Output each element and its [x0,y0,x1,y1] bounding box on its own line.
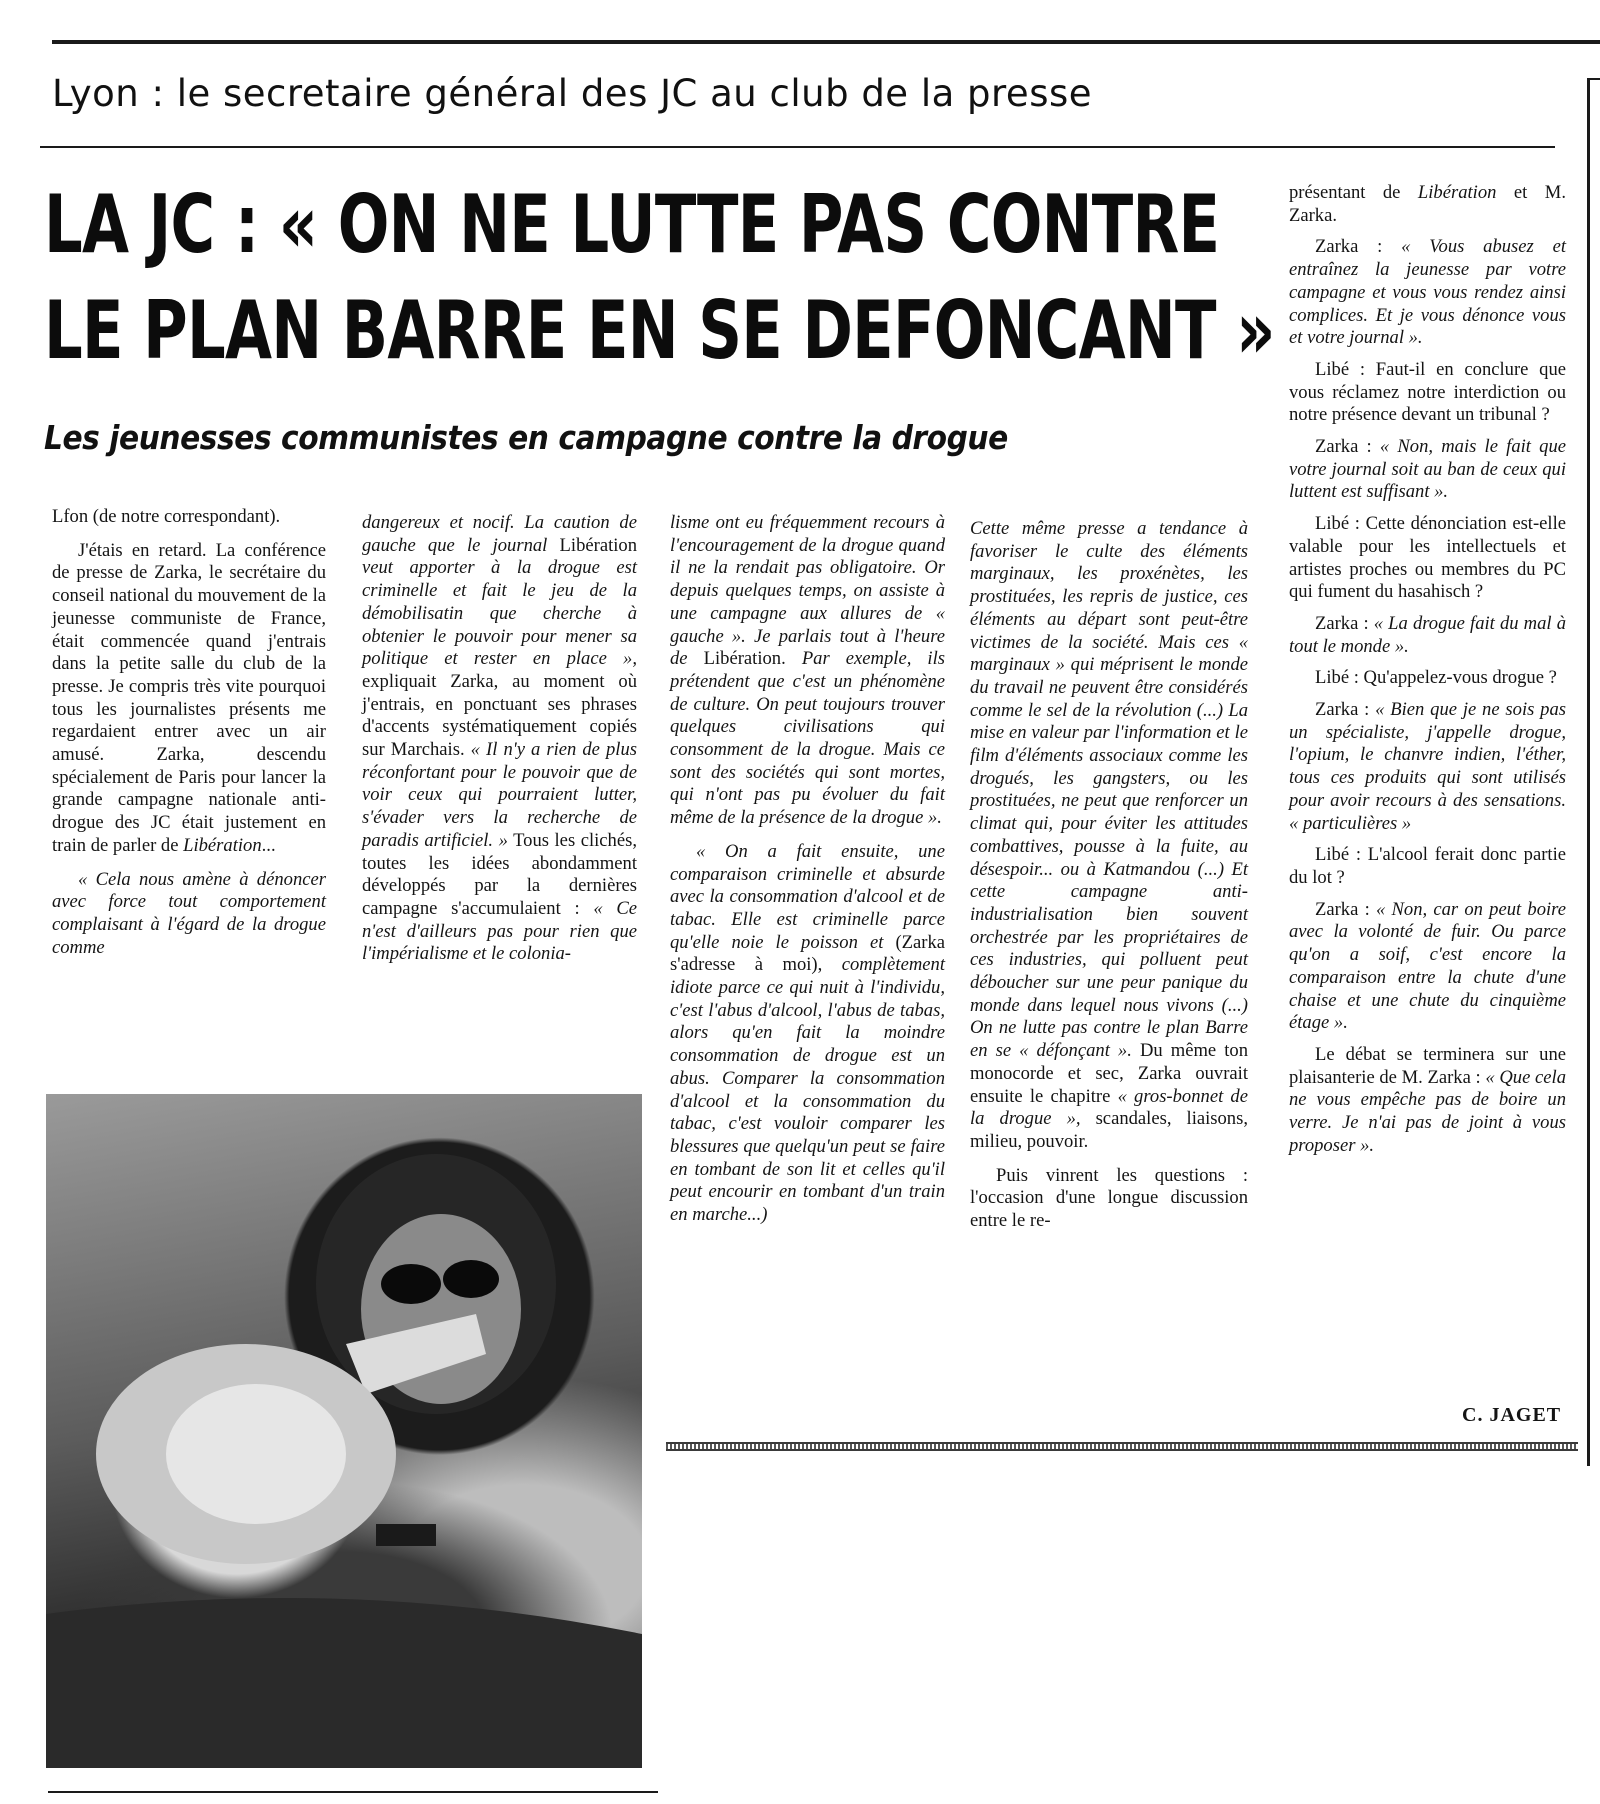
byline: C. JAGET [1462,1404,1562,1426]
right-rule [1587,78,1590,1466]
paragraph: « On a fait ensuite, une comparaison criminelle et absurde avec la consommation d'alcool et de tabac. Elle est criminelle parce qu'elle noie le poisson et (Zarka s'adresse à moi), complètement idiote parce ce qui nuit à l'individu, c'est l'abus d'alcool, l'abus de tabas, alors qu'en fait la moindre consommation de drogue est un abus. Comparer la consommation d'alcool et la consommation du tabac, c'est vouloir comparer les blessures que quelqu'un peut se faire en tombant de son lit et celles qu'il peut encourir en tombant d'un train en marche...) [670,840,945,1226]
subheadline: Les jeunesses communistes en campagne contre la drogue [44,418,1008,457]
paragraph: Lfon (de notre correspondant). [52,506,281,527]
paragraph: Cette même presse a tendance à favoriser le culte des éléments marginaux, les proxénètes, les prostituées, les repris de justice, ces éléments au départ sont peut-être victimes de la société. Mais ces « marginaux » qui méprisent le monde du travail ne peuvent être considérés comme le sel de la révolution (...) La mise en valeur par l'information et le film d'éléments associaux comme les drogués, les gangsters, ou les prostituées, ne peut que renforcer un climat qui, pour éviter les attitudes combattives, pousse à la fuite, au désespoir... ou à Katmandou (...) Et cette campagne anti-industrialisation bien souvent orchestrée par les propriétaires de ces industries, qui polluent peut déboucher sur une peur panique du monde dans lequel nous vivons (...) On ne lutte pas contre le plan Barre en se « défonçant ». Du même ton monocorde et sec, Zarka ouvrait ensuite le chapitre « gros-bonnet de la drogue », scandales, liaisons, milieu, pouvoir. [970,518,1248,1152]
photo-man-sunglasses [46,1094,642,1768]
paragraph: lisme ont eu fréquemment recours à l'encouragement de la drogue quand il ne la rendait pas obligatoire. Or depuis quelques temps, on assiste à une campagne aux allures de « gauche ». Je parlais tout à l'heure de Libération. Par exemple, ils prétendent que c'est un phénomène de culture. On peut toujours trouver quelques civilisations qui consomment de la drogue. Mais ce sont des sociétés qui sont mortes, qui n'ont pas pu évoluer du fait même de la présence de la drogue ». [670,512,946,829]
paragraph: Zarka : « Vous abusez et entraînez la jeunesse par votre campagne et vous vous rendez ainsi complices. Et je vous dénonce vous et votre journal ». [1289,236,1566,349]
photo-drawing [46,1094,642,1768]
paragraph: Libé : Faut-il en conclure que vous réclamez notre interdiction ou notre présence devant un tribunal ? [1289,358,1566,426]
article-column-2 [362,512,637,977]
paragraph: Zarka : « La drogue fait du mal à tout le monde ». [1289,612,1566,657]
article-column-1 [52,506,326,970]
right-rule-cap [1587,78,1600,80]
paragraph: présentant de Libération et M. Zarka. [1289,182,1566,226]
headline-line-1: LA JC : « ON NE LUTTE PAS CONTRE [44,178,1220,271]
paragraph: « Cela nous amène à dénoncer avec force tout comportement complaisant à l'égard de la drogue comme [52,868,326,958]
paragraph: Puis vinrent les questions : l'occasion d'une longue discussion entre le re- [970,1164,1248,1232]
kicker: Lyon : le secretaire général des JC au club de la presse [52,72,1093,115]
bottom-rule [666,1442,1578,1451]
paragraph: Libé : Qu'appelez-vous drogue ? [1315,667,1557,689]
headline [44,172,1275,384]
paragraph: Zarka : « Non, car on peut boire avec la volonté de fuir. Ou parce qu'on a soif, c'est encore la comparaison entre la chute d'une chaise et une chute du cinquième étage ». [1289,898,1566,1034]
article-column-4 [970,518,1248,1244]
paragraph: J'étais en retard. La conférence de presse de Zarka, le secrétaire du conseil national du mouvement de la jeunesse communiste de France, était commencée quand j'entrais dans la petite salle du club de la presse. Je compris très vite pourquoi tous les journalistes présents me regardaient entrer avec un air amusé. Zarka, descendu spécialement de Paris pour lancer la grande campagne nationale anti-drogue des JC était justement en train de parler de Libération... [52,539,326,856]
article-column-5 [1289,182,1566,1166]
footer-rule [48,1791,658,1793]
top-rule [52,40,1600,44]
paragraph: Zarka : « Non, mais le fait que votre journal soit au ban de ceux qui luttent est suffisant ». [1289,436,1566,503]
paragraph: Zarka : « Bien que je ne sois pas un spécialiste, j'appelle drogue, l'opium, le chanvre indien, l'éther, tous ces produits qui sont utilisés pour avoir recours à des sensations. « particulières » [1289,699,1566,834]
kicker-rule [40,146,1555,148]
article-column-3 [670,512,945,1238]
headline-line-2: LE PLAN BARRE EN SE DEFONCANT » [44,284,1275,377]
paragraph: Libé : Cette dénonciation est-elle valable pour les intellectuels et artistes proches ou membres du PC qui fument du hasahisch ? [1289,513,1566,603]
paragraph: Le débat se terminera sur une plaisanterie de M. Zarka : « Que cela ne vous empêche pas de boire un verre. Je n'ai pas de joint à vous proposer ». [1289,1043,1566,1156]
paragraph: Libé : L'alcool ferait donc partie du lot ? [1289,844,1566,888]
paragraph: dangereux et nocif. La caution de gauche que le journal Libération veut apporter à la drogue est criminelle et fait le jeu de la démobilisatin que cherche à obtenier le pouvoir pour mener sa politique et rester en place », expliquait Zarka, au moment où j'entrais, en ponctuant ses phrases d'accents systématiquement copiés sur Marchais. « Il n'y a rien de plus réconfortant pour le pouvoir que de voir ceux qui pourraient lutter, s'évader vers la recherche de paradis artificiel. » Tous les clichés, toutes les idées abondamment développés par la dernières campagne s'accumulaient : « Ce n'est d'ailleurs pas pour rien que l'impérialisme et le colonia- [362,512,637,965]
